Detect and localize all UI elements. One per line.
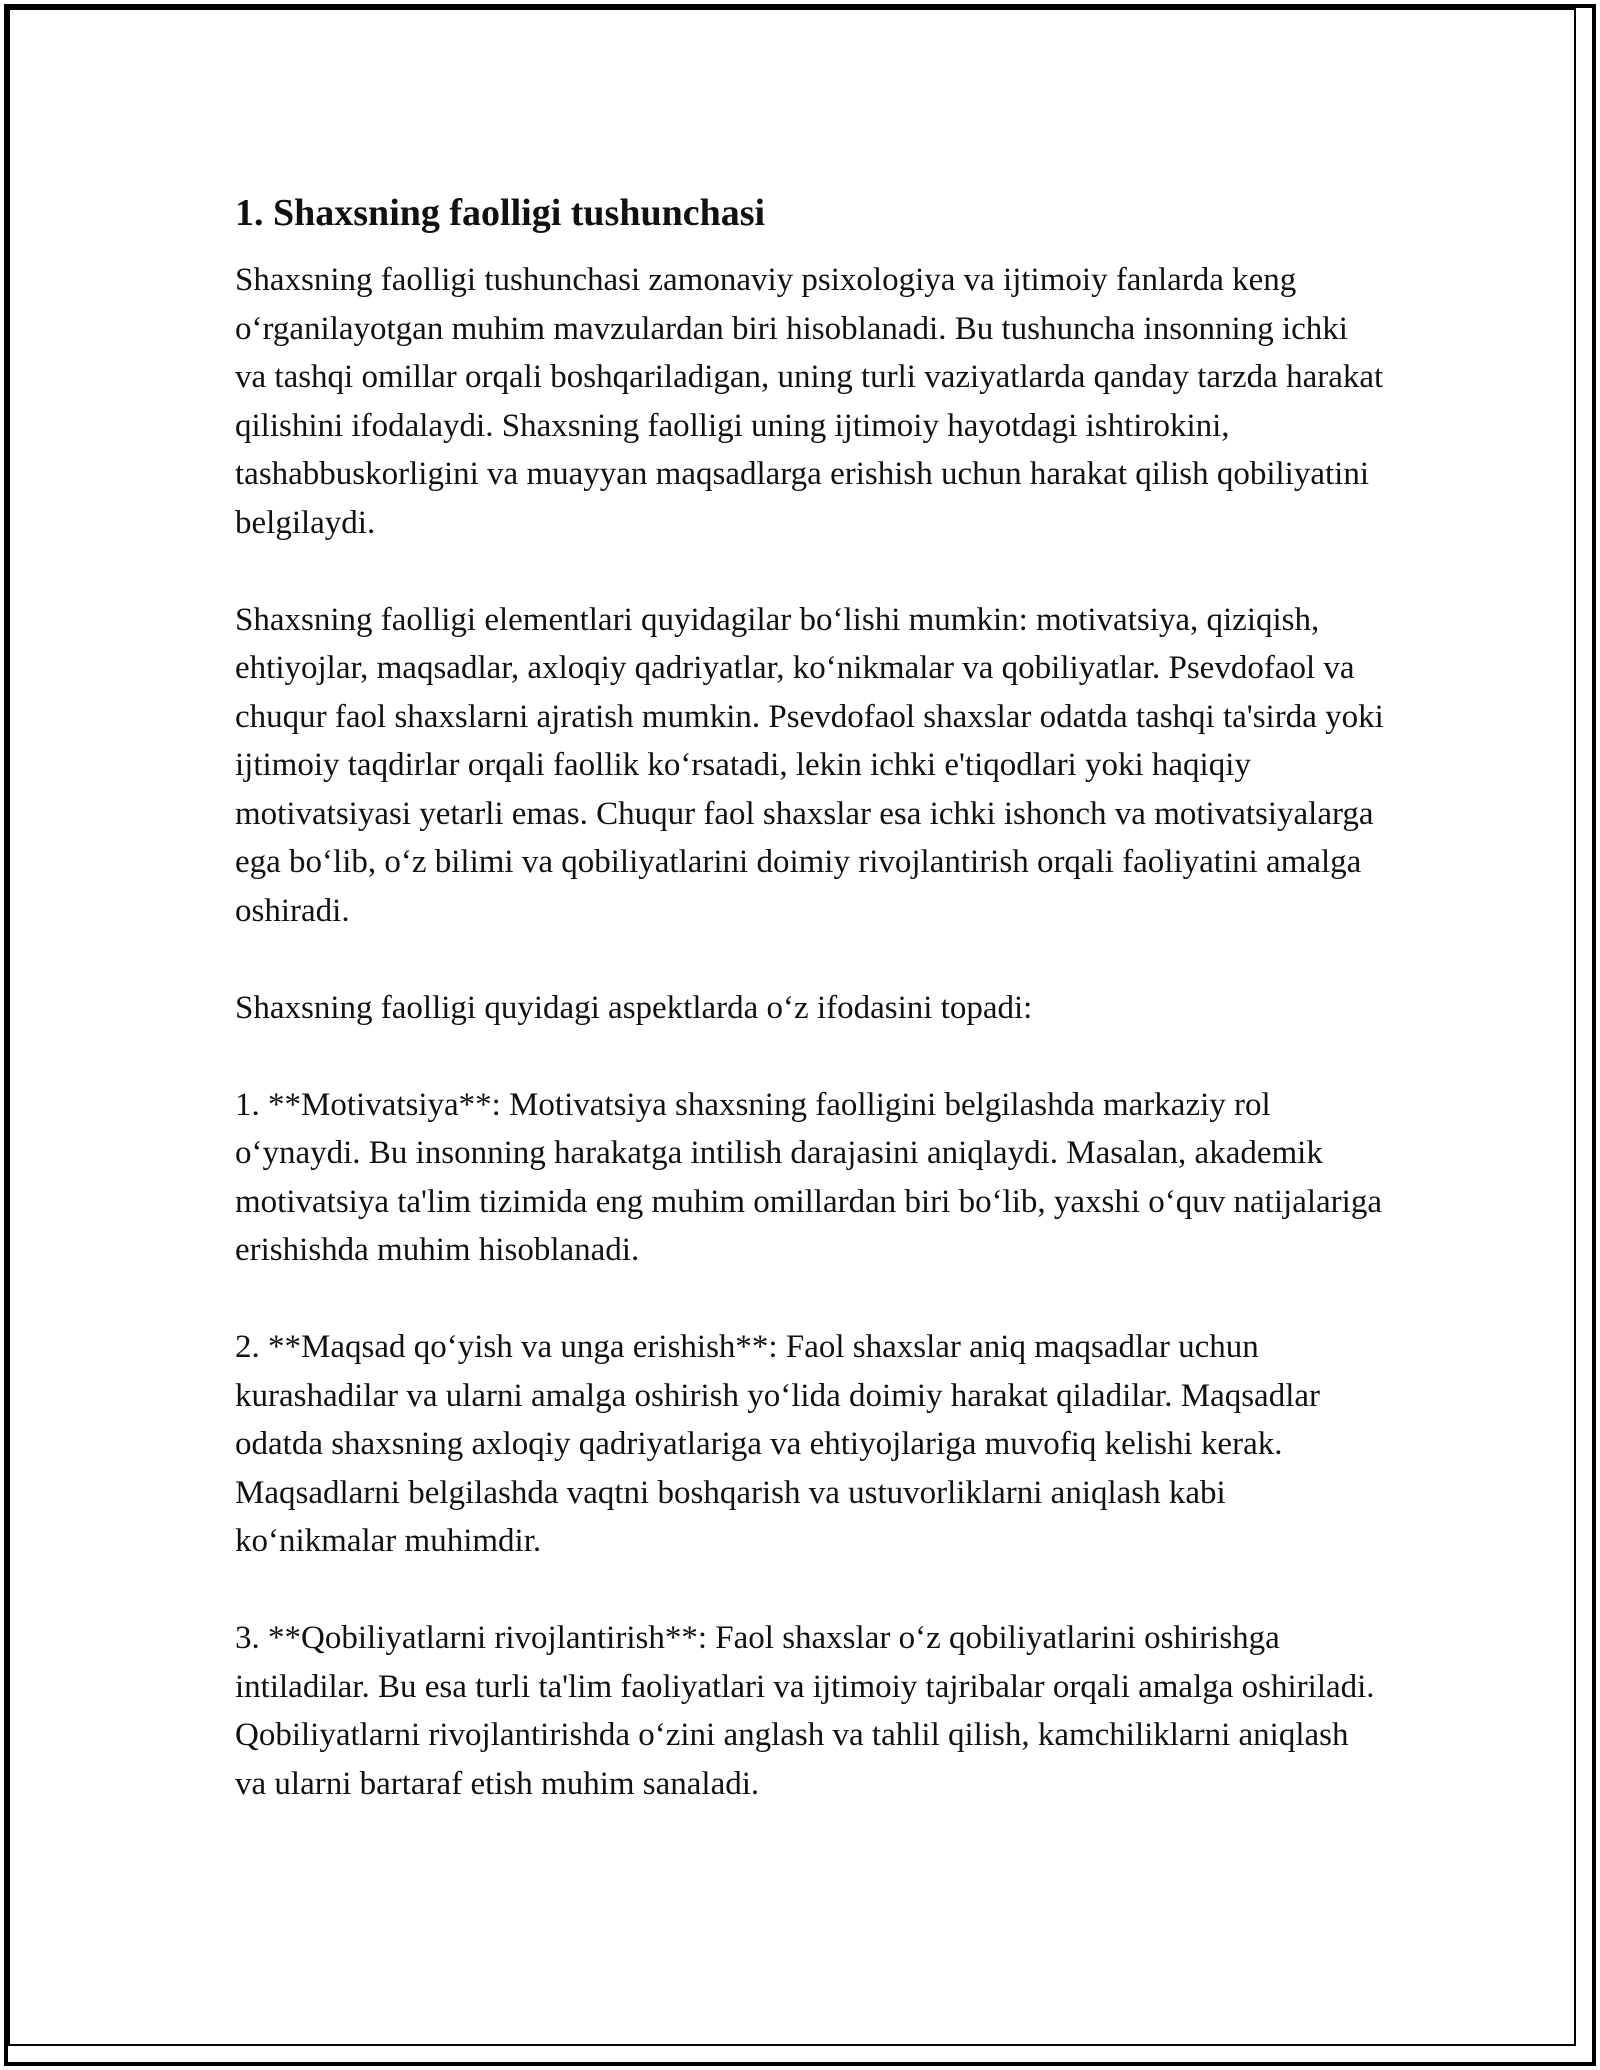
document-body (235, 188, 1385, 1808)
paragraph-elements: Shaxsning faolligi elementlari quyidagilar bo‘lishi mumkin: motivatsiya, qiziqish, ehtiyojlar, maqsadlar, axloqiy qadriyatlar, ko‘nikmalar va qobiliyatlar. Psevdofaol va chuqur faol shaxslarni ajratish mumkin. Psevdofaol shaxslar odatda tashqi ta'sirda yoki ijtimoiy taqdirlar orqali faollik ko‘rsatadi, lekin ichki e'tiqodlari yoki haqiqiy motivatsiyasi yetarli emas. Chuqur faol shaxslar esa ichki ishonch va motivatsiyalarga ega bo‘lib, o‘z bilimi va qobiliyatlarini doimiy rivojlantirish orqali faoliyatini amalga oshiradi. (235, 601, 1384, 929)
paragraph-aspects-lead: Shaxsning faolligi quyidagi aspektlarda o‘z ifodasini topadi: (235, 989, 1033, 1026)
paragraph-motivation: 1. **Motivatsiya**: Motivatsiya shaxsning faolligini belgilashda markaziy rol o‘ynaydi. Bu insonning harakatga intilish darajasini aniqlaydi. Masalan, akademik motivatsiya ta'lim tizimida eng muhim omillardan biri bo‘lib, yaxshi o‘quv natijalariga erishishda muhim hisoblanadi. (235, 1086, 1382, 1268)
section-title: 1. Shaxsning faolligi tushunchasi (235, 192, 766, 234)
paragraph-intro: Shaxsning faolligi tushunchasi zamonaviy psixologiya va ijtimoiy fanlarda keng o‘rganilayotgan muhim mavzulardan biri hisoblanadi. Bu tushuncha insonning ichki va tashqi omillar orqali boshqariladigan, uning turli vaziyatlarda qanday tarzda harakat qilishini ifodalaydi. Shaxsning faolligi uning ijtimoiy hayotdagi ishtirokini, tashabbuskorligini va muayyan maqsadlarga erishish uchun harakat qilish qobiliyatini belgilaydi. (235, 262, 1384, 541)
paragraph-abilities: 3. **Qobiliyatlarni rivojlantirish**: Faol shaxslar o‘z qobiliyatlarini oshirishga intiladilar. Bu esa turli ta'lim faoliyatlari va ijtimoiy tajribalar orqali amalga oshiriladi. Qobiliyatlarni rivojlantirishda o‘zini anglash va tahlil qilish, kamchiliklarni aniqlash va ularni bartaraf etish muhim sanaladi. (235, 1620, 1375, 1802)
paragraph-goal-setting: 2. **Maqsad qo‘yish va unga erishish**: Faol shaxslar aniq maqsadlar uchun kurashadilar va ularni amalga oshirish yo‘lida doimiy harakat qiladilar. Maqsadlar odatda shaxsning axloqiy qadriyatlariga va ehtiyojlariga muvofiq kelishi kerak. Maqsadlarni belgilashda vaqtni boshqarish va ustuvorliklarni aniqlash kabi ko‘nikmalar muhimdir. (235, 1329, 1321, 1559)
